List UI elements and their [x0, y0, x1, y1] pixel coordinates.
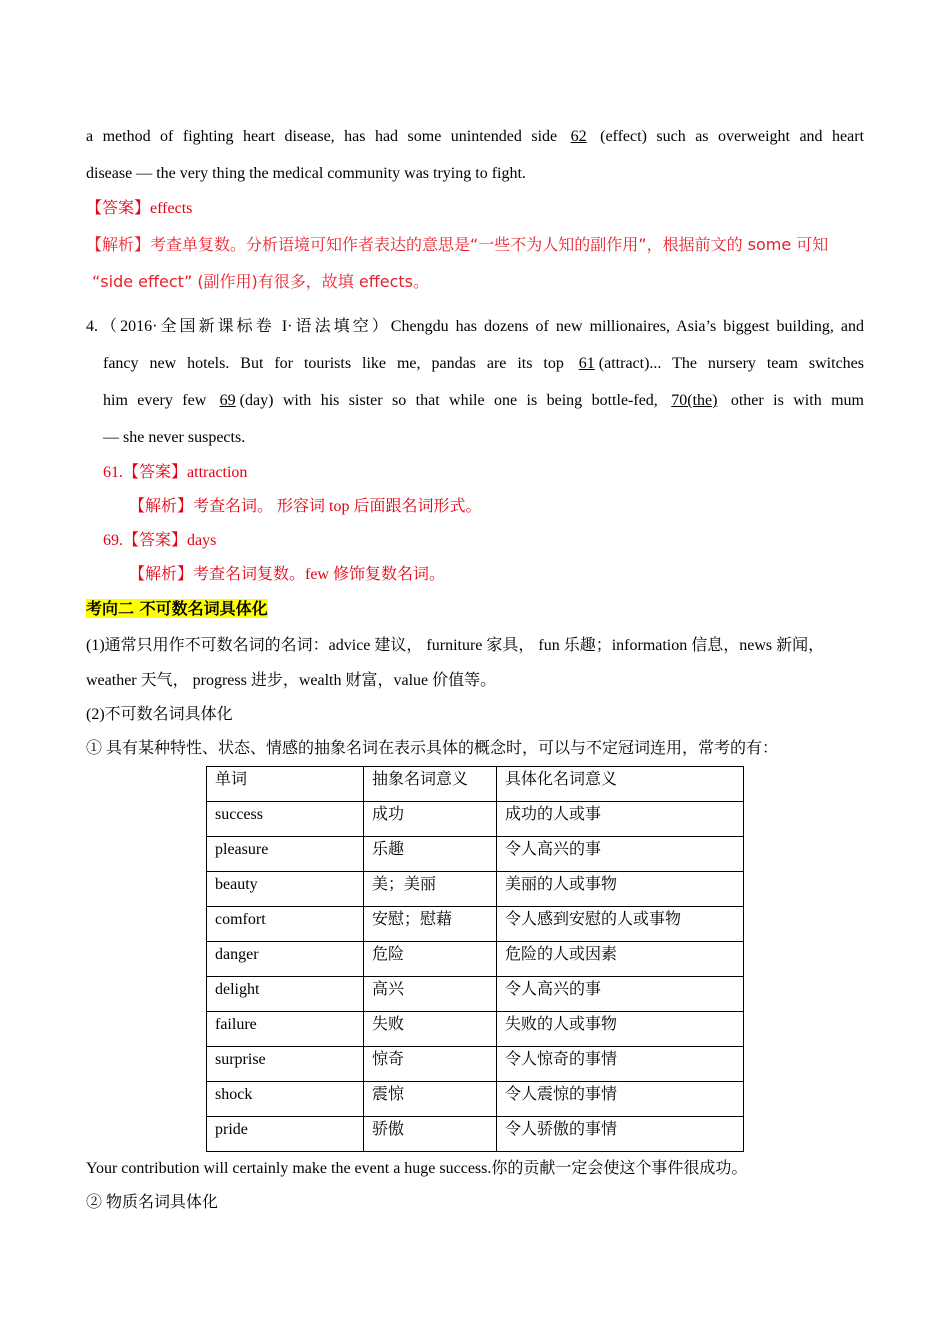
table-cell: 令人高兴的事	[497, 837, 744, 872]
table-cell: failure	[207, 1012, 364, 1047]
answer-value: days	[187, 532, 217, 549]
question-4-text: (day) with his sister so that while one is being bottle-fed,	[239, 392, 658, 409]
table-cell: 令人高兴的事	[497, 977, 744, 1012]
section-heading-line	[86, 592, 864, 627]
question-text-line: a method of fighting heart disease, has had some unintended side	[86, 128, 558, 145]
example-sentence: Your contribution will certainly make the event a huge success.你的贡献一定会使这个事件很成功。	[86, 1160, 748, 1177]
table-cell: 骄傲	[364, 1117, 497, 1152]
table-cell: shock	[207, 1082, 364, 1117]
table-row	[207, 1117, 744, 1152]
table-cell: 令人惊奇的事情	[497, 1047, 744, 1082]
table-header-row	[207, 767, 744, 802]
table-row	[207, 802, 744, 837]
table-cell: 令人感到安慰的人或事物	[497, 907, 744, 942]
table-cell: 失败	[364, 1012, 497, 1047]
rule-2-1: ① 具有某种特性、状态、情感的抽象名词在表示具体的概念时，可以与不定冠词连用，常考的有：	[86, 740, 779, 757]
table-cell: 成功	[364, 802, 497, 837]
blank-61: 61	[578, 355, 595, 372]
answer-62	[86, 192, 864, 226]
question-4-line	[86, 345, 864, 382]
table-cell: 美丽的人或事物	[497, 872, 744, 907]
table-cell: delight	[207, 977, 364, 1012]
table-cell: pleasure	[207, 837, 364, 872]
answer-61	[86, 456, 864, 490]
table-cell: 震惊	[364, 1082, 497, 1117]
question-4-text: fancy new hotels. But for tourists like me, pandas are its top	[103, 355, 564, 372]
rule-2-2: ② 物质名词具体化	[86, 1194, 219, 1211]
table-cell: 安慰；慰藉	[364, 907, 497, 942]
table-row	[207, 1082, 744, 1117]
table-cell: danger	[207, 942, 364, 977]
question-text-line: (effect) such as overweight and heart	[600, 128, 865, 145]
vocab-table	[206, 766, 744, 1152]
answer-label: 61.【答案】	[103, 464, 188, 481]
question-4-line: 4.（2016·全国新课标卷 I·语法填空）Chengdu has dozens of new millionaires, Asia’s biggest building, and	[86, 318, 864, 335]
rule-1: (1)通常只用作不可数名词的名词：advice 建议， furniture 家具， fun 乐趣；information 信息，news 新闻，	[86, 637, 825, 654]
blank-62: 62	[570, 128, 587, 145]
question-4-text: (attract)... The nursery team switches	[598, 355, 864, 372]
section-heading: 考向二 不可数名词具体化	[86, 599, 268, 618]
table-cell: comfort	[207, 907, 364, 942]
table-row	[207, 837, 744, 872]
question-4-line	[86, 382, 864, 419]
question-text: disease — the very thing the medical community was trying to fight.	[86, 165, 526, 182]
table-row	[207, 1012, 744, 1047]
analysis-69: 【解析】考查名词复数。few 修饰复数名词。	[129, 566, 445, 583]
question-4-line: — she never suspects.	[103, 429, 246, 446]
blank-70: 70(the)	[671, 392, 718, 409]
table-cell: 高兴	[364, 977, 497, 1012]
table-cell: 令人骄傲的事情	[497, 1117, 744, 1152]
table-row	[207, 977, 744, 1012]
table-cell: 失败的人或事物	[497, 1012, 744, 1047]
table-row	[207, 872, 744, 907]
blank-69: 69	[219, 392, 236, 409]
document-page	[86, 118, 864, 1220]
table-cell: beauty	[207, 872, 364, 907]
answer-value: effects	[150, 200, 193, 217]
table-header: 单词	[207, 767, 364, 802]
answer-69	[86, 524, 864, 558]
table-cell: surprise	[207, 1047, 364, 1082]
question-text	[86, 118, 864, 155]
table-header: 抽象名词意义	[364, 767, 497, 802]
answer-label: 【答案】	[86, 200, 151, 217]
table-cell: 美；美丽	[364, 872, 497, 907]
question-4-text: him every few	[103, 392, 207, 409]
table-cell: 危险的人或因素	[497, 942, 744, 977]
answer-label: 69.【答案】	[103, 532, 188, 549]
table-cell: pride	[207, 1117, 364, 1152]
rule-2: (2)不可数名词具体化	[86, 706, 233, 723]
table-cell: success	[207, 802, 364, 837]
question-4-text: other is with mum	[730, 392, 865, 409]
answer-value: attraction	[187, 464, 248, 481]
table-cell: 成功的人或事	[497, 802, 744, 837]
table-header: 具体化名词意义	[497, 767, 744, 802]
analysis-line: 【解析】考查单复数。分析语境可知作者表达的意思是“一些不为人知的副作用”，根据前文的 some 可知	[86, 235, 829, 254]
table-row	[207, 907, 744, 942]
analysis-line: “side effect” (副作用)有很多，故填 effects。	[92, 272, 430, 291]
table-row	[207, 942, 744, 977]
table-cell: 令人震惊的事情	[497, 1082, 744, 1117]
question-4	[86, 308, 864, 345]
analysis-61: 【解析】考查名词。 形容词 top 后面跟名词形式。	[129, 498, 482, 515]
table-row	[207, 1047, 744, 1082]
rule-1-cont: weather 天气， progress 进步，wealth 财富，value 价值等。	[86, 672, 497, 689]
analysis-62	[86, 226, 864, 300]
table-cell: 危险	[364, 942, 497, 977]
table-cell: 惊奇	[364, 1047, 497, 1082]
table-cell: 乐趣	[364, 837, 497, 872]
